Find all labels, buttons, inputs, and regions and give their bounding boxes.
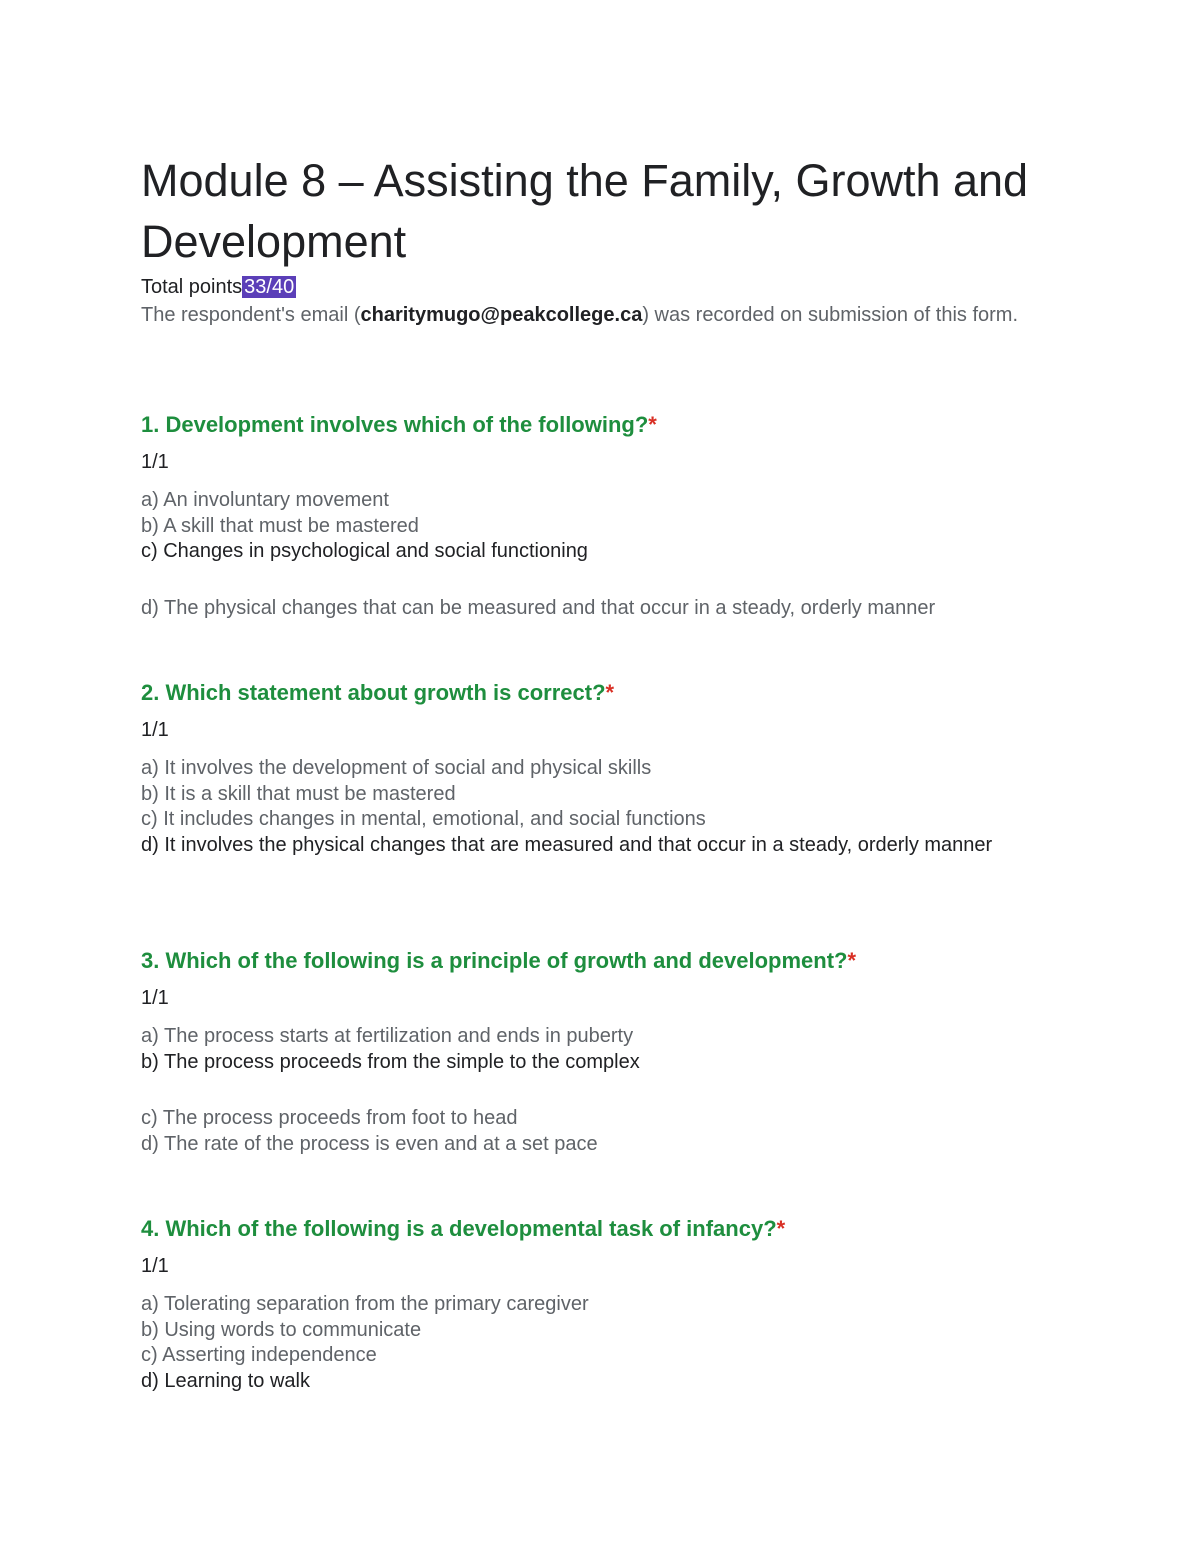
answer-options	[141, 488, 1071, 621]
answer-options	[141, 1024, 1071, 1157]
question-text: 3. Which of the following is a principle of growth and development?	[141, 948, 848, 973]
answer-option-b: b) A skill that must be mastered	[141, 514, 419, 537]
respondent-email: charitymugo@peakcollege.ca	[360, 304, 643, 326]
question-points: 1/1	[141, 451, 169, 473]
question-points: 1/1	[141, 1255, 169, 1277]
required-marker: *	[648, 412, 657, 437]
question-points: 1/1	[141, 987, 169, 1009]
email-suffix: ) was recorded on submission of this form.	[642, 304, 1019, 326]
answer-option-a: a) An involuntary movement	[141, 489, 389, 511]
email-prefix: The respondent's email (	[141, 304, 361, 326]
question-2	[141, 678, 1071, 858]
required-marker: *	[605, 680, 615, 705]
score-badge: 33/40	[244, 276, 295, 298]
question-title	[141, 678, 1071, 708]
answer-option-c: c) Asserting independence	[141, 1344, 377, 1367]
answer-option-a: a) Tolerating separation from the primary caregiver	[141, 1293, 589, 1315]
answer-option-b-selected: b) The process proceeds from the simple to the complex	[141, 1050, 640, 1073]
question-1	[141, 410, 1071, 621]
total-points-label: Total points	[141, 276, 243, 298]
question-title	[141, 946, 1071, 976]
question-title	[141, 1214, 1071, 1244]
answer-option-d: d) The rate of the process is even and at a set pace	[141, 1132, 598, 1155]
total-points	[141, 273, 1071, 301]
question-text: 2. Which statement about growth is correct?	[141, 680, 606, 705]
question-3	[141, 946, 1071, 1157]
required-marker: *	[847, 948, 857, 973]
answer-option-d: d) The physical changes that can be measured and that occur in a steady, orderly manner	[141, 596, 936, 619]
answer-option-d-selected: d) Learning to walk	[141, 1369, 310, 1392]
answer-option-a: a) It involves the development of social and physical skills	[141, 757, 652, 779]
answer-option-c: c) It includes changes in mental, emotional, and social functions	[141, 808, 706, 831]
question-text: 4. Which of the following is a developmental task of infancy?	[141, 1216, 777, 1241]
question-title	[141, 410, 1071, 440]
answer-option-d-selected: d) It involves the physical changes that are measured and that occur in a steady, orderly manner	[141, 833, 993, 856]
answer-option-b: b) Using words to communicate	[141, 1318, 422, 1341]
question-points: 1/1	[141, 719, 169, 741]
question-4	[141, 1214, 1071, 1394]
email-note	[141, 301, 1071, 330]
required-marker: *	[776, 1216, 786, 1241]
answer-options	[141, 756, 1071, 858]
page-title: Module 8 – Assisting the Family, Growth and Development	[141, 155, 1029, 267]
answer-option-b: b) It is a skill that must be mastered	[141, 782, 456, 805]
answer-options	[141, 1292, 1071, 1394]
question-text: 1. Development involves which of the following?	[141, 412, 649, 437]
answer-option-a: a) The process starts at fertilization and ends in puberty	[141, 1025, 634, 1047]
answer-option-c-selected: c) Changes in psychological and social functioning	[141, 540, 588, 563]
form-document	[141, 150, 1071, 330]
answer-option-c: c) The process proceeds from foot to head	[141, 1107, 518, 1130]
